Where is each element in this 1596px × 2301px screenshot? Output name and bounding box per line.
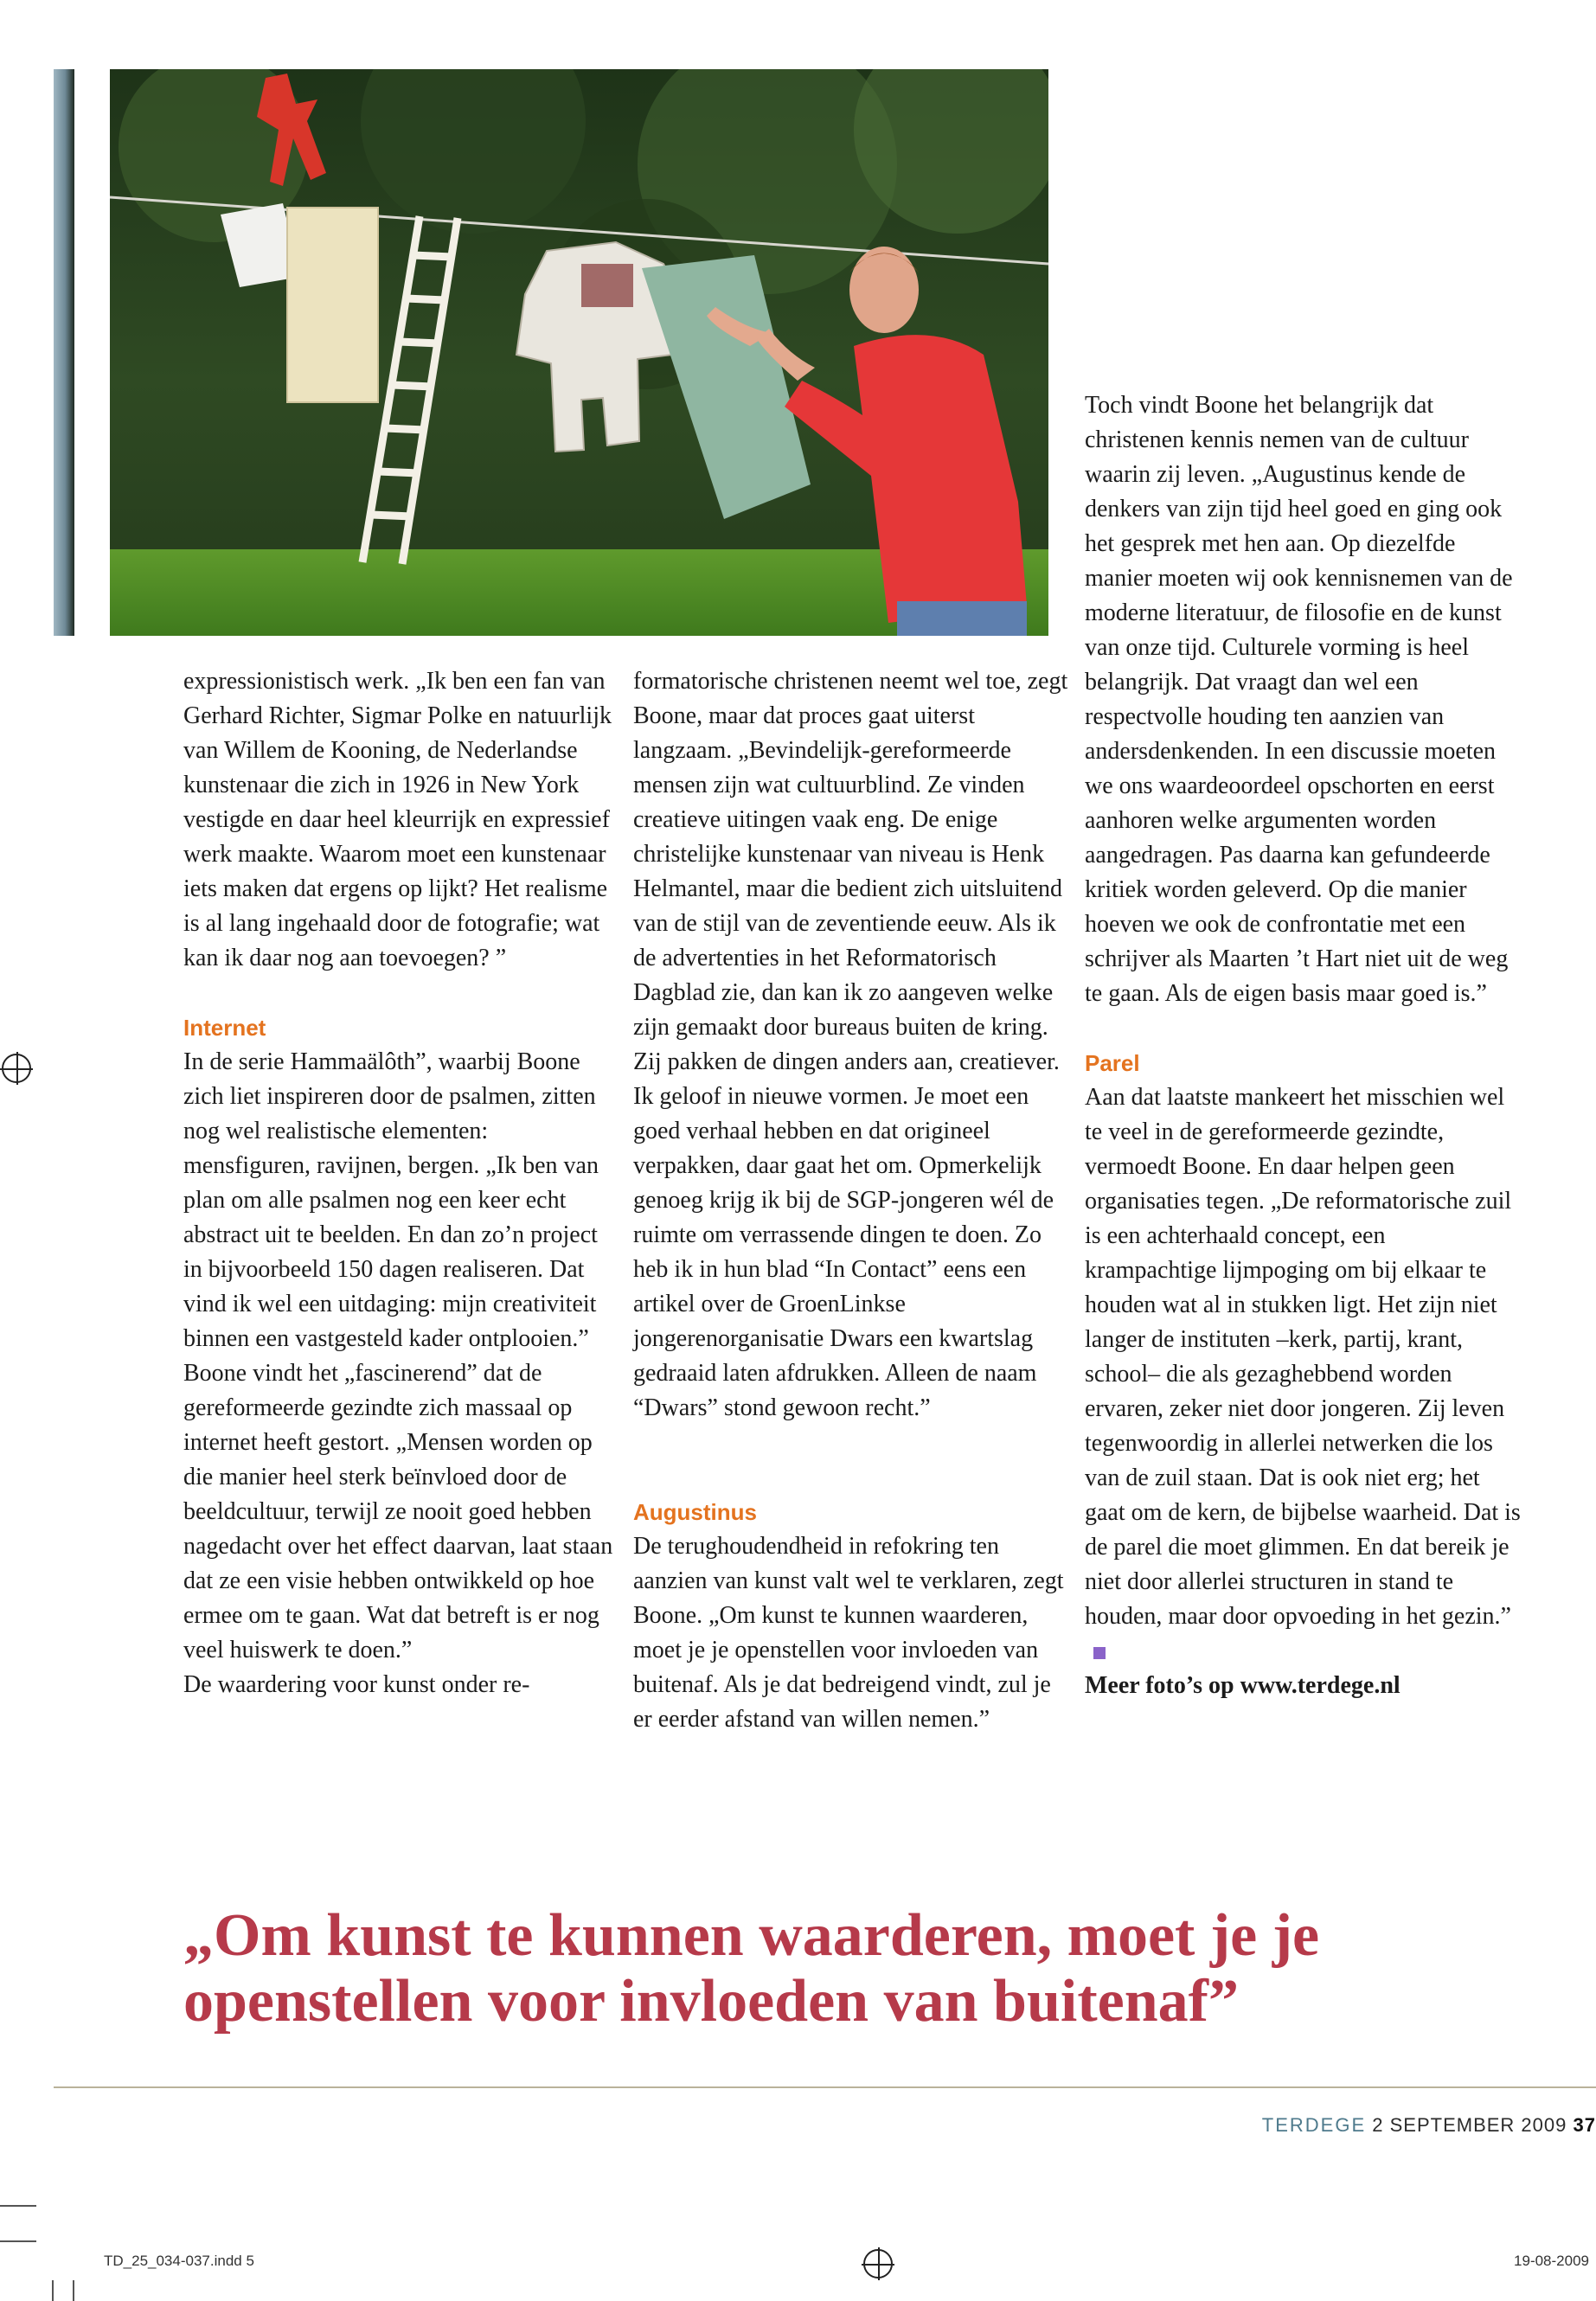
article-photo [110,69,1048,636]
paragraph: De terughoudendheid in refokring ten aanzien van kunst valt wel te verklaren, zegt Boone. „Om kunst te kunnen waarderen, moet je je openstellen voor invloeden van buitenaf. Als je dat bedreigend vindt, zul je er eerder afstand van willen nemen.” [633,1533,1064,1733]
article-column-3 [1085,388,1522,1703]
page-folio [1262,2114,1596,2140]
paragraph: De waardering voor kunst onder re- [183,1671,530,1698]
clothesline-art-photo [110,69,1048,636]
crop-mark [0,2240,36,2242]
crop-mark [73,2280,74,2301]
paragraph: Boone vindt het „fascinerend” dat de gereformeerde gezindte zich massaal op internet heeft gestort. „Mensen worden op die manier heel sterk beïnvloed door de beeldcultuur, terwijl ze nooit goed hebben nagedacht over het effect daarvan, laat staan dat ze een visie hebben ontwikkeld op hoe ermee om te gaan. Wat dat betreft is er nog veel huiswerk te doen.” [183,1360,613,1663]
subheading-internet: Internet [183,1015,266,1041]
print-slug-date: 19-08-2009 [1514,2253,1589,2269]
paragraph: formatorische christenen neemt wel toe, zegt Boone, maar dat proces gaat uiterst langzaam. „Bevindelijk-gereformeerde mensen zijn wat cultuurblind. Ze vinden creatieve uitingen vaak eng. De enige christelijke kunstenaar van niveau is Henk Helmantel, maar die bedient zich uitsluitend van de stijl van de zeventiende eeuw. Als ik de advertenties in het Reformatorisch Dagblad zie, dan kan ik zo aangeven welke zijn gemaakt door bureaus buiten de kring. Zij pakken de dingen anders aan, creatiever. Ik geloof in nieuwe vormen. Je moet een goed verhaal hebben en dat origineel verpakken, daar gaat het om. Opmerkelijk genoeg krijg ik bij de SGP-jongeren wél de ruimte om verrassende dingen te doen. Zo heb ik in hun blad “In Contact” eens een artikel over de GroenLinkse jongerenorganisatie Dwars een kwartslag gedraaid laten afdrukken. Alleen de naam “Dwars” stond gewoon recht.” [633,668,1068,1421]
page-number: 37 [1573,2114,1596,2136]
end-of-article-icon [1093,1647,1106,1659]
subheading-augustinus: Augustinus [633,1499,757,1525]
article-column-2 [633,664,1070,1737]
magazine-name: TERDEGE [1261,2114,1367,2136]
print-slug-filename: TD_25_034-037.indd 5 [104,2253,254,2269]
footer-rule [54,2086,1596,2088]
yellow-paper-bag [287,208,378,402]
registration-mark-icon [863,2249,893,2279]
paragraph-text: Aan dat laatste mankeert het misschien wel te veel in de gereformeerde gezindte, vermoedt Boone. En daar helpen geen organisaties tegen. „De reformatorische zuil is een achterhaald concept, een krampachtige lijmpoging om bij elkaar te houden wat al in stukken ligt. Het zijn niet langer de instituten –kerk, partij, krant, school– die als gezaghebbend worden ervaren, zeker niet door jongeren. Zij leven tegenwoordig in allerlei netwerken die los van de zuil staan. Dat is ook niet erg; het gaat om de kern, de bijbelse waarheid. Dat is de parel die moet glimmen. En dat bereik je niet door allerlei structuren in stand te houden, maar door opvoeding in het gezin.” [1085,1084,1521,1630]
paragraph: Toch vindt Boone het belangrijk dat christenen kennis nemen van de cultuur waarin zij leven. „Augustinus kende de denkers van zijn tijd heel goed en ging ook het gesprek met hen aan. Op diezelfde manier moeten wij ook kennisnemen van de moderne literatuur, de filosofie en de kunst van onze tijd. Culturele vorming is heel belangrijk. Dat vraagt dan wel een respectvolle houding ten aanzien van andersdenkenden. In een discussie moeten we ons waardeoordeel opschorten en eerst aanhoren welke argumenten worden aangedragen. Pas daarna kan gefundeerde kritiek worden geleverd. Op die manier hoeven we ook de confrontatie met een schrijver als Maarten ’t Hart niet uit de weg te gaan. Als de eigen basis maar goed is.” [1085,392,1513,1007]
registration-mark-icon [2,1054,31,1083]
person-head [849,247,919,333]
paragraph: In de serie Hammaälôth”, waarbij Boone zich liet inspireren door de psalmen, zitten nog wel realistische elementen: mensfiguren, ravijnen, bergen. „Ik ben van plan om alle psalmen nog een keer echt abstract uit te beelden. En dan zo’n project in bijvoorbeeld 150 dagen realiseren. Dat vind ik wel een uitdaging: mijn creativiteit binnen een vastgesteld kader ontplooien.” [183,1048,599,1352]
paragraph [1085,1080,1522,1669]
crop-mark [0,2205,36,2207]
crop-mark [52,2280,54,2301]
issue-date: 2 SEPTEMBER 2009 [1372,2114,1567,2136]
subheading-parel: Parel [1085,1050,1140,1076]
more-photos-link[interactable]: Meer foto’s op www.terdege.nl [1085,1672,1401,1699]
paragraph: expressionistisch werk. „Ik ben een fan van Gerhard Richter, Sigmar Polke en natuurlijk van Willem de Kooning, de Nederlandse kunstenaar die zich in 1926 in New York vestigde en daar heel kleurrijk en expressief werk maakte. Waarom moet een kunstenaar iets maken dat ergens op lijkt? Het realisme is al lang ingehaald door de fotografie; wat kan ik daar nog aan toevoegen? ” [183,668,612,971]
person-jeans [897,601,1027,636]
adjacent-photo-edge [54,69,74,636]
article-column-1 [183,664,620,1702]
pull-quote: „Om kunst te kunnen waarderen, moet je je openstellen voor invloeden van buitenaf” [183,1902,1320,2035]
